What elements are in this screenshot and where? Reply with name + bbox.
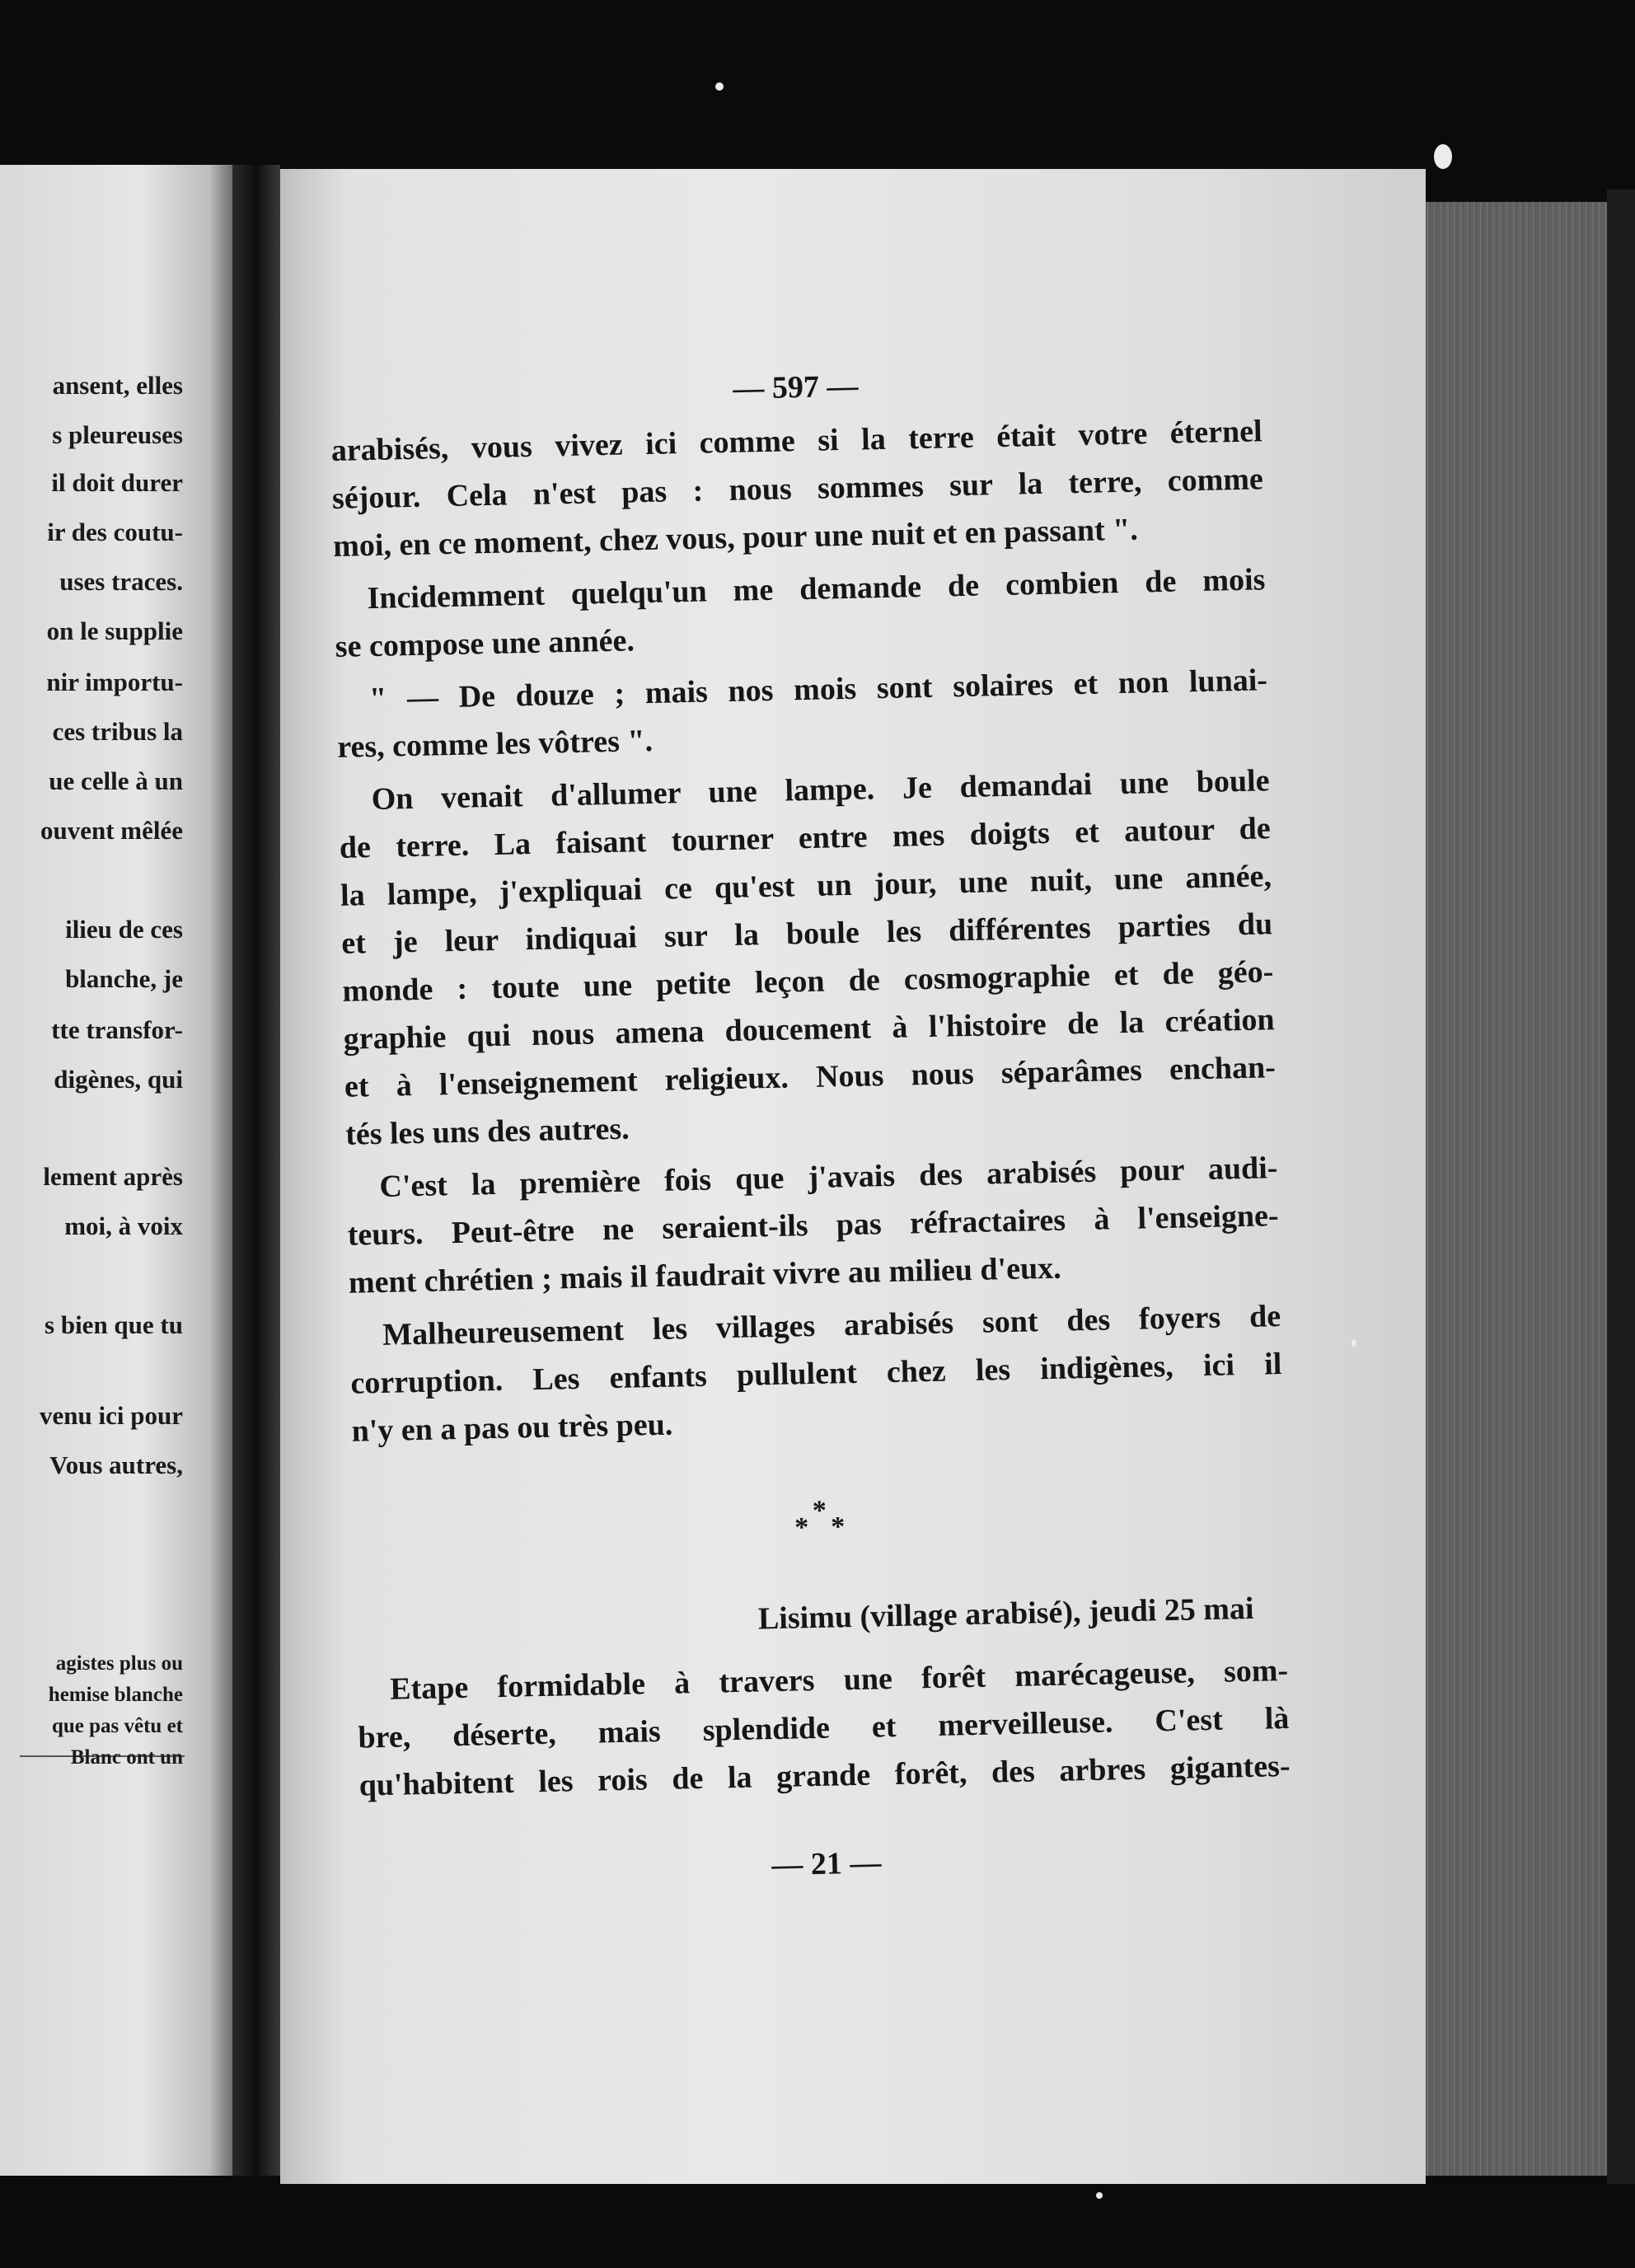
text-line: et je leur indiquai sur la boule les différentes parties du [340,907,1273,961]
right-page-text [330,359,1292,1891]
left-page-line: nir importu- [46,668,183,696]
body-paragraphs [330,407,1283,1455]
dust-speck [1434,144,1452,169]
left-page-line: ansent, elles [52,371,183,400]
text-line: la lampe, j'expliquai ce qu'est un jour, une nuit, une année, [340,859,1272,913]
left-page-line: venu ici pour [40,1401,183,1430]
left-footnote-line: Blanc ont un [70,1746,183,1769]
left-page-line: ir des coutu- [47,518,183,546]
paragraph [349,1292,1283,1455]
dust-speck [1096,2192,1103,2199]
left-page-line: moi, à voix [64,1211,183,1240]
left-page-line: ouvent mêlée [40,816,183,845]
page-number: — 597 — [732,368,859,406]
left-page-line: lement après [43,1162,183,1191]
dust-speck [715,82,724,91]
left-page-line: s pleureuses [52,420,183,449]
paragraph [338,757,1277,1159]
text-line: bre, déserte, mais splendide et merveilleuse. C'est là [358,1700,1290,1755]
left-page-line: blanche, je [65,964,183,993]
final-paragraph [357,1647,1291,1810]
text-line: moi, en ce moment, chez vous, pour une nuit et en passant ". [332,512,1139,564]
text-line: ment chrétien ; mais il faudrait vivre au milieu d'eux. [348,1250,1062,1300]
paragraph [336,656,1269,771]
text-line: " — De douze ; mais nos mois sont solaires et non lunai- [368,663,1268,717]
text-line: Etape formidable à travers une forêt marécageuse, som- [389,1652,1289,1707]
book-gutter [232,165,280,2176]
text-line: res, comme les vôtres ". [336,723,654,765]
text-line: et à l'enseignement religieux. Nous nous séparâmes enchan- [344,1050,1277,1104]
asterism: * * * [794,1495,847,1544]
text-line: de terre. La faisant tourner entre mes doigts et autour de [339,811,1272,865]
text-line: C'est la première fois que j'avais des arabisés pour audi- [379,1150,1278,1204]
left-page-line: s bien que tu [45,1310,183,1339]
text-line: graphie qui nous amena doucement à l'histoire de la création [343,1002,1275,1057]
left-footnote-line: que pas vêtu et [51,1715,183,1737]
text-line: teurs. Peut-être ne seraient-ils pas réfractaires à l'enseigne- [347,1198,1279,1253]
text-line: se compose une année. [335,623,635,664]
paragraph [334,555,1267,671]
text-line: tés les uns des autres. [344,1111,630,1152]
page-edges [1426,202,1607,2176]
text-line: n'y en a pas ou très peu. [351,1407,673,1449]
text-line: qu'habitent les rois de la grande forêt, des arbres gigantes- [358,1748,1291,1803]
book-cover-edge [1607,190,1635,2184]
left-footnote-line: agistes plus ou [55,1652,183,1675]
paragraph [330,407,1264,570]
folio-number: — 21 — [771,1845,882,1883]
left-page-line: ilieu de ces [65,915,183,944]
paragraph [346,1144,1280,1307]
text-line: arabisés, vous vivez ici comme si la terre était votre éternel [330,414,1263,468]
left-page-line: ces tribus la [52,717,183,746]
left-page-line: il doit durer [51,468,183,497]
text-line: séjour. Cela n'est pas : nous sommes sur la terre, comme [331,462,1264,516]
left-footnote-line: hemise blanche [48,1684,183,1706]
text-line: corruption. Les enfants pullulent chez les indigènes, ici il [350,1347,1282,1401]
left-page-line: on le supplie [46,616,183,645]
text-line: Malheureusement les villages arabisés sont des foyers de [382,1299,1281,1352]
text-line: Incidemment quelqu'un me demande de combien de mois [367,562,1266,616]
text-line: On venait d'allumer une lampe. Je demandai une boule [371,763,1270,818]
left-page-line: uses traces. [59,567,183,596]
left-page-line: tte transfor- [51,1015,183,1044]
dateline: Lisimu (village arabisé), jeudi 25 mai [757,1591,1254,1637]
dust-speck [1352,1339,1356,1347]
left-page-line: digènes, qui [54,1065,183,1094]
text-line: monde : toute une petite leçon de cosmographie et de géo- [342,954,1274,1009]
left-page-line: ue celle à un [49,766,183,795]
left-page-line: Vous autres, [49,1450,183,1479]
left-facing-page [0,165,232,2176]
